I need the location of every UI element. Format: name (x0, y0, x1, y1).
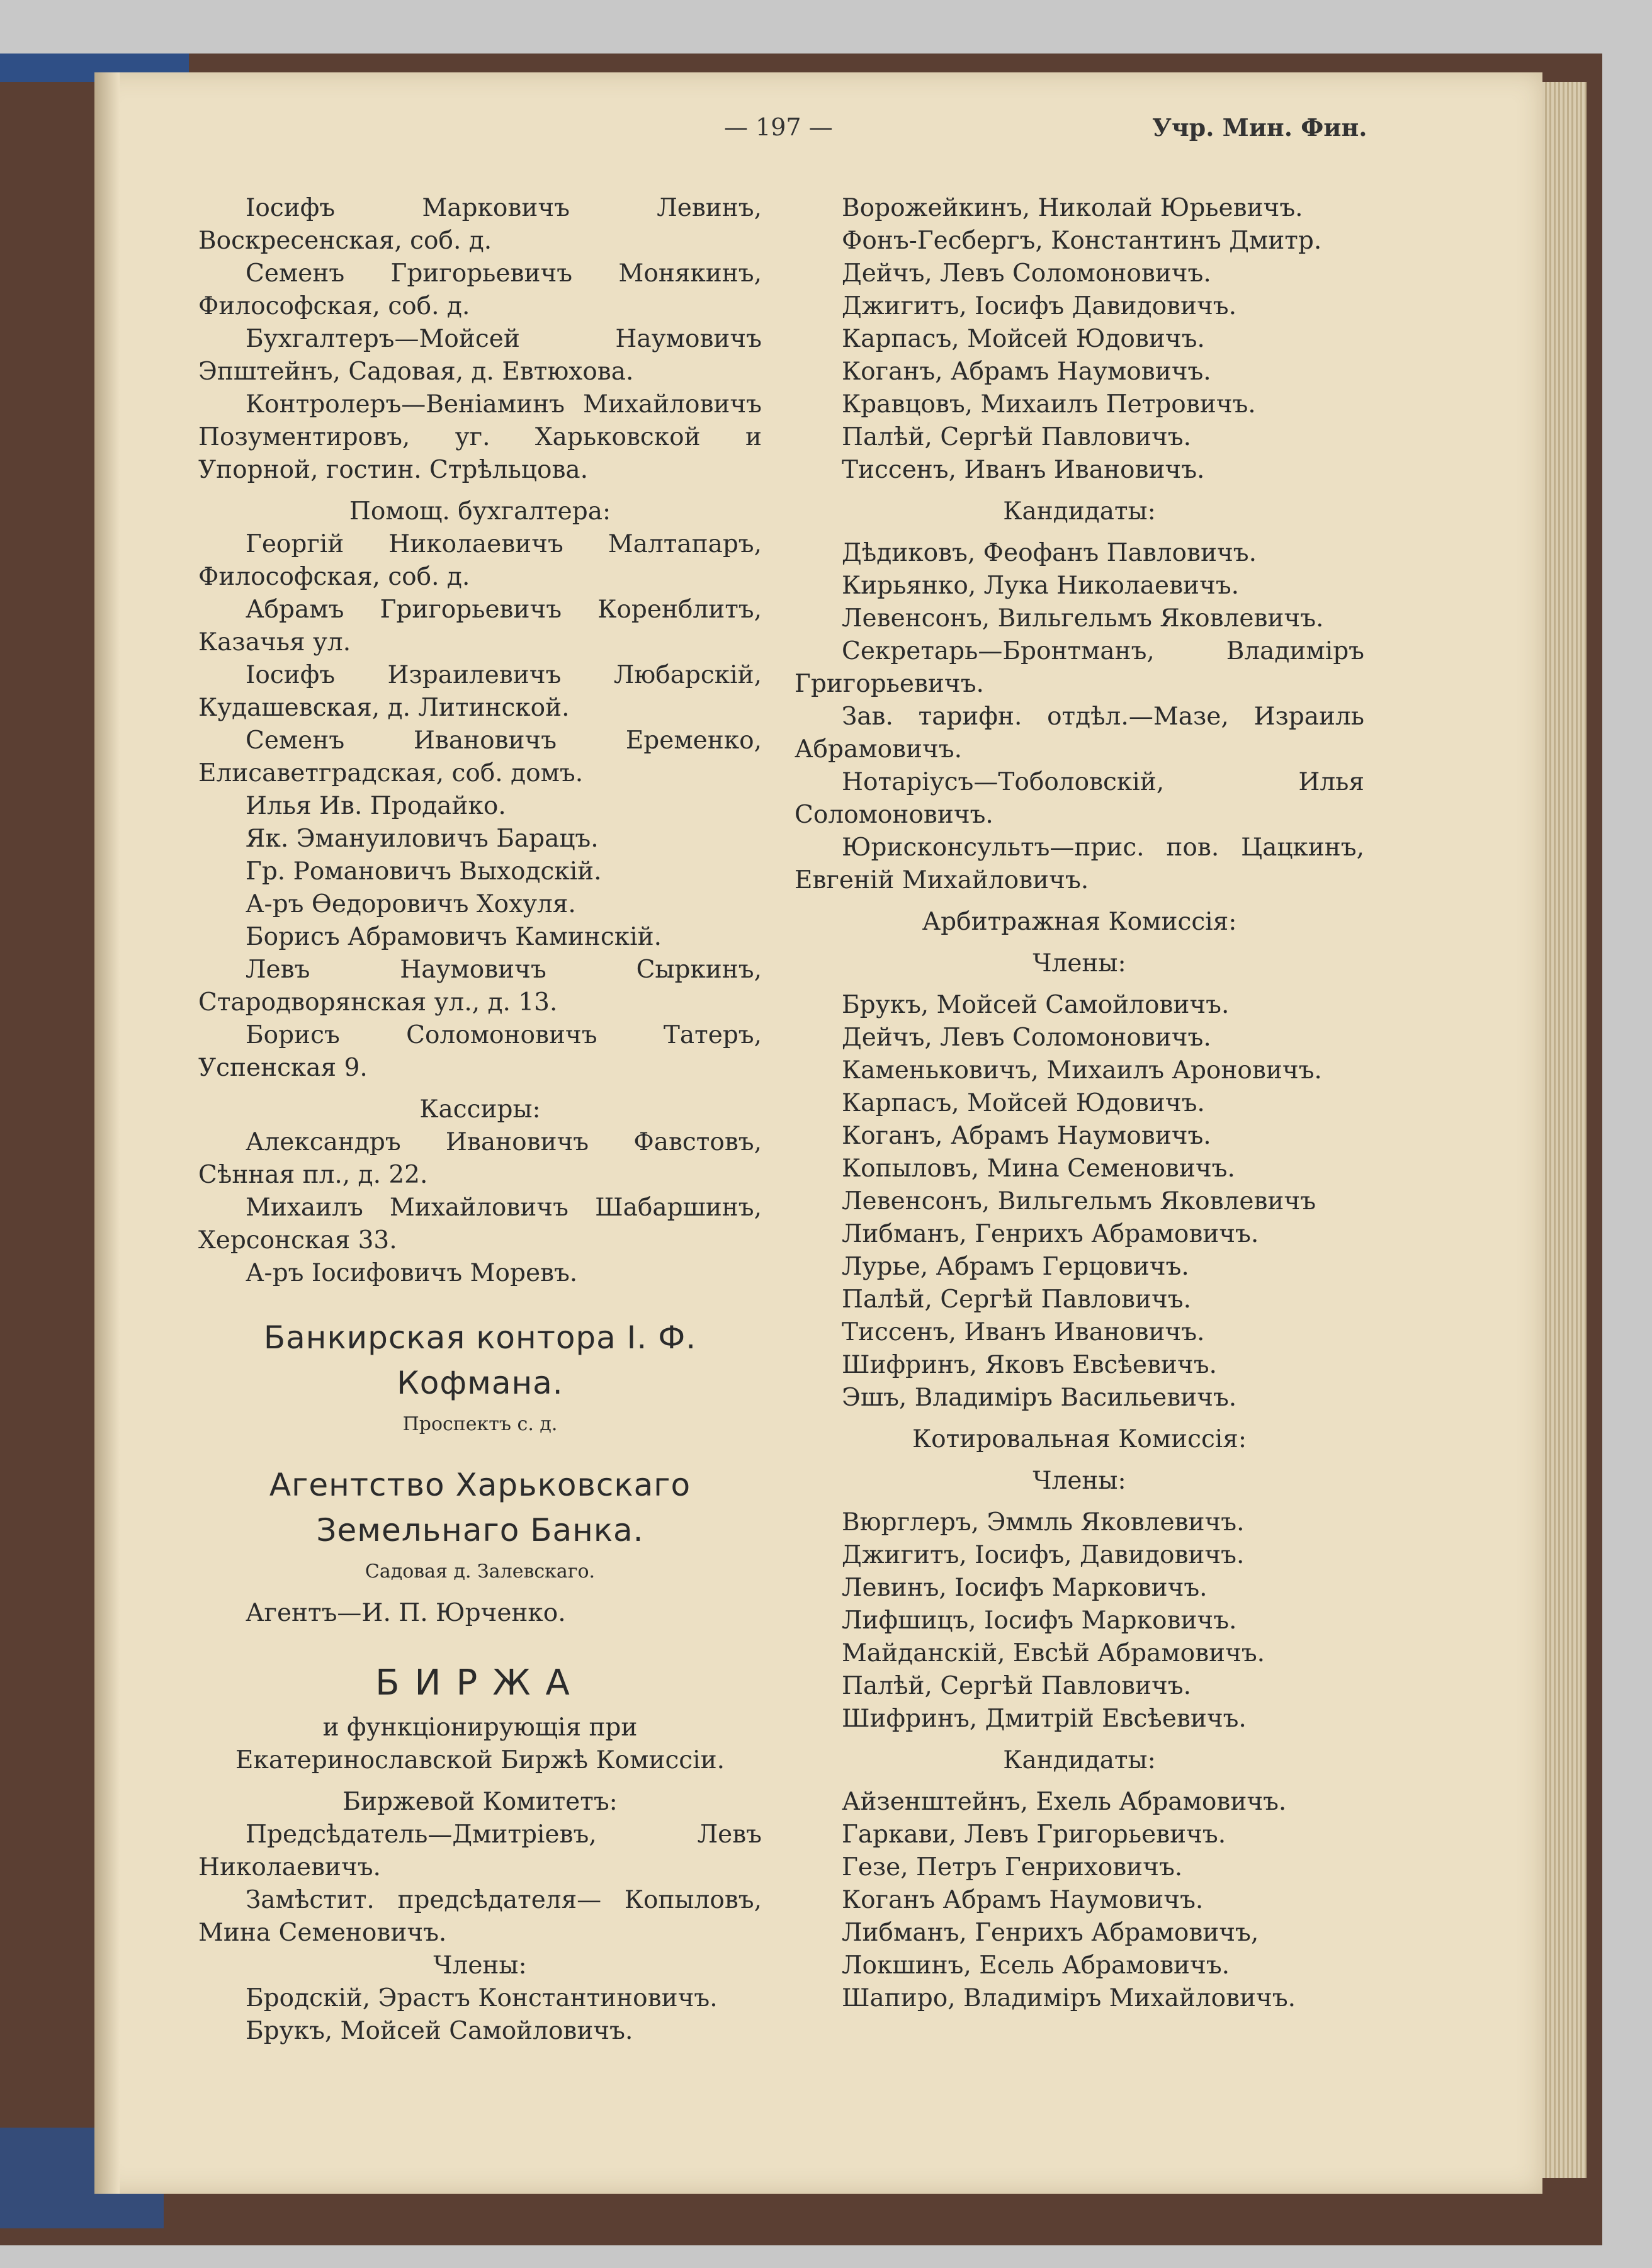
entry: Семенъ Ивановичъ Еременко, Елисаветградская, соб. домъ. (198, 726, 762, 787)
entry: Копыловъ, Мина Семеновичъ. (842, 1154, 1235, 1183)
entry: Борисъ Абрамовичъ Каминскій. (246, 923, 662, 951)
entry: Либманъ, Генрихъ Абрамовичъ. (842, 1220, 1259, 1248)
entry: Лурье, Абрамъ Герцовичъ. (842, 1253, 1189, 1281)
entry: Секретарь—Бронтманъ, Владиміръ Григорьевичъ. (795, 637, 1364, 698)
section-heading: Кандидаты: (1003, 497, 1156, 526)
entry: Джигитъ, Іосифъ, Давидовичъ. (842, 1541, 1245, 1569)
entry: Брукъ, Мойсей Самойловичъ. (842, 991, 1230, 1019)
bank-office-title: Банкирская контора І. Ф. Кофмана. (263, 1319, 697, 1401)
entry: Палѣй, Сергѣй Павловичъ. (842, 1285, 1191, 1314)
entry: Илья Ив. Продайко. (246, 792, 506, 820)
section-heading: Котировальная Комиссія: (912, 1425, 1247, 1453)
section-heading: Кандидаты: (1003, 1746, 1156, 1774)
entry: Карпасъ, Мойсей Юдовичъ. (842, 325, 1205, 353)
entry: Іосифъ Марковичъ Левинъ, Воскресенская, соб. д. (198, 194, 762, 255)
entry: Агентъ—И. П. Юрченко. (246, 1599, 566, 1627)
entry: А-ръ Өедоровичъ Хохуля. (246, 890, 576, 918)
entry: Шапиро, Владиміръ Михайловичъ. (842, 1984, 1296, 2012)
entry: Левинъ, Іосифъ Марковичъ. (842, 1574, 1208, 1602)
section-heading: Кассиры: (419, 1095, 541, 1124)
entry: Ворожейкинъ, Николай Юрьевичъ. (842, 194, 1303, 222)
address: Садовая д. Залевскаго. (365, 1560, 596, 1583)
exchange-title: БИРЖА (375, 1662, 585, 1703)
entry: А-ръ Іосифовичъ Моревъ. (246, 1259, 578, 1287)
entry: Шифринъ, Яковъ Евсѣевичъ. (842, 1351, 1217, 1379)
left-column (198, 192, 762, 2048)
right-column (795, 192, 1364, 2015)
entry: Бродскій, Эрастъ Константиновичъ. (246, 1984, 718, 2012)
subtitle: и функціонирующія при Екатеринославской Биржѣ Комиссіи. (235, 1713, 725, 1774)
entry: Коганъ, Абрамъ Наумовичъ. (842, 1122, 1211, 1150)
entry: Палѣй, Сергѣй Павловичъ. (842, 1672, 1191, 1700)
entry: Гезе, Петръ Генриховичъ. (842, 1853, 1183, 1882)
entry: Левенсонъ, Вильгельмъ Яковлевичъ (842, 1187, 1316, 1216)
entry: Либманъ, Генрихъ Абрамовичъ, (842, 1919, 1259, 1947)
entry: Коганъ, Абрамъ Наумовичъ. (842, 358, 1211, 386)
section-heading: Биржевой Комитетъ: (342, 1788, 618, 1816)
entry: Абрамъ Григорьевичъ Коренблитъ, Казачья ул. (198, 595, 762, 657)
entry: Дейчъ, Левъ Соломоновичъ. (842, 259, 1211, 288)
entry: Предсѣдатель—Дмитріевъ, Левъ Николаевичъ. (198, 1820, 762, 1882)
entry: Борисъ Соломоновичъ Татеръ, Успенская 9. (198, 1021, 762, 1082)
entry: Тиссенъ, Иванъ Ивановичъ. (842, 456, 1205, 484)
entry: Дѣдиковъ, Феофанъ Павловичъ. (842, 539, 1257, 567)
page-stack-edge (1542, 82, 1587, 2178)
entry: Палѣй, Сергѣй Павловичъ. (842, 423, 1191, 451)
entry: Коганъ Абрамъ Наумовичъ. (842, 1886, 1204, 1914)
entry: Зав. тарифн. отдѣл.—Мазе, Израиль Абрамовичъ. (795, 702, 1364, 764)
entry: Карпасъ, Мойсей Юдовичъ. (842, 1089, 1205, 1117)
entry: Юрисконсультъ—прис. пов. Цацкинъ, Евгеній Михайловичъ. (795, 833, 1364, 894)
page-number: — 197 — (724, 113, 833, 141)
entry: Вюрглеръ, Эммль Яковлевичъ. (842, 1508, 1245, 1537)
entry: Фонъ-Гесбергъ, Константинъ Дмитр. (842, 227, 1322, 255)
section-heading: Арбитражная Комиссія: (922, 908, 1237, 936)
entry: Левъ Наумовичъ Сыркинъ, Стародворянская ул., д. 13. (198, 956, 762, 1017)
entry: Лифшицъ, Іосифъ Марковичъ. (842, 1606, 1237, 1635)
entry: Джигитъ, Іосифъ Давидовичъ. (842, 292, 1236, 320)
section-heading: Члены: (1032, 949, 1126, 978)
entry: Каменьковичъ, Михаилъ Ароновичъ. (842, 1056, 1322, 1085)
entry: Шифринъ, Дмитрій Евсѣевичъ. (842, 1705, 1247, 1733)
entry: Кирьянко, Лука Николаевичъ. (842, 572, 1240, 600)
entry: Дейчъ, Левъ Соломоновичъ. (842, 1024, 1211, 1052)
entry: Брукъ, Мойсей Самойловичъ. (246, 2017, 633, 2045)
entry: Семенъ Григорьевичъ Монякинъ, Философская, соб. д. (198, 259, 762, 320)
agency-title: Агентство Харьковскаго Земельнаго Банка. (269, 1467, 691, 1549)
entry: Эшъ, Владиміръ Васильевичъ. (842, 1384, 1237, 1412)
entry: Локшинъ, Есель Абрамовичъ. (842, 1951, 1230, 1980)
section-heading: Помощ. бухгалтера: (349, 497, 611, 526)
entry: Георгій Николаевичъ Малтапаръ, Философская, соб. д. (198, 530, 762, 591)
entry: Як. Эмануиловичъ Барацъ. (246, 825, 599, 853)
entry: Александръ Ивановичъ Фавстовъ, Сѣнная пл., д. 22. (198, 1128, 762, 1189)
page-gutter (94, 72, 120, 2194)
entry: Гр. Романовичъ Выходскій. (246, 857, 602, 886)
running-title: Учр. Мин. Фин. (1152, 113, 1367, 142)
entry: Айзенштейнъ, Ехель Абрамовичъ. (842, 1788, 1287, 1816)
entry: Контролеръ—Веніаминъ Михайловичъ Позументировъ, уг. Харьковской и Упорной, гостин. Стрѣльцова. (198, 390, 762, 484)
entry: Тиссенъ, Иванъ Ивановичъ. (842, 1318, 1205, 1346)
entry: Замѣстит. предсѣдателя— Копыловъ, Мина Семеновичъ. (198, 1886, 762, 1947)
entry: Бухгалтеръ—Мойсей Наумовичъ Эпштейнъ, Садовая, д. Евтюхова. (198, 325, 762, 386)
entry: Левенсонъ, Вильгельмъ Яковлевичъ. (842, 604, 1324, 633)
section-heading: Члены: (433, 1951, 527, 1980)
entry: Майданскій, Евсѣй Абрамовичъ. (842, 1639, 1265, 1667)
address: Проспектъ с. д. (402, 1413, 558, 1435)
entry: Нотаріусъ—Тоболовскій, Илья Соломоновичъ. (795, 768, 1364, 829)
section-heading: Члены: (1032, 1467, 1126, 1495)
entry: Кравцовъ, Михаилъ Петровичъ. (842, 390, 1256, 419)
entry: Гаркави, Левъ Григорьевичъ. (842, 1820, 1226, 1849)
entry: Михаилъ Михайловичъ Шабаршинъ, Херсонская 33. (198, 1193, 762, 1255)
entry: Іосифъ Израилевичъ Любарскій, Кудашевская, д. Литинской. (198, 661, 762, 722)
